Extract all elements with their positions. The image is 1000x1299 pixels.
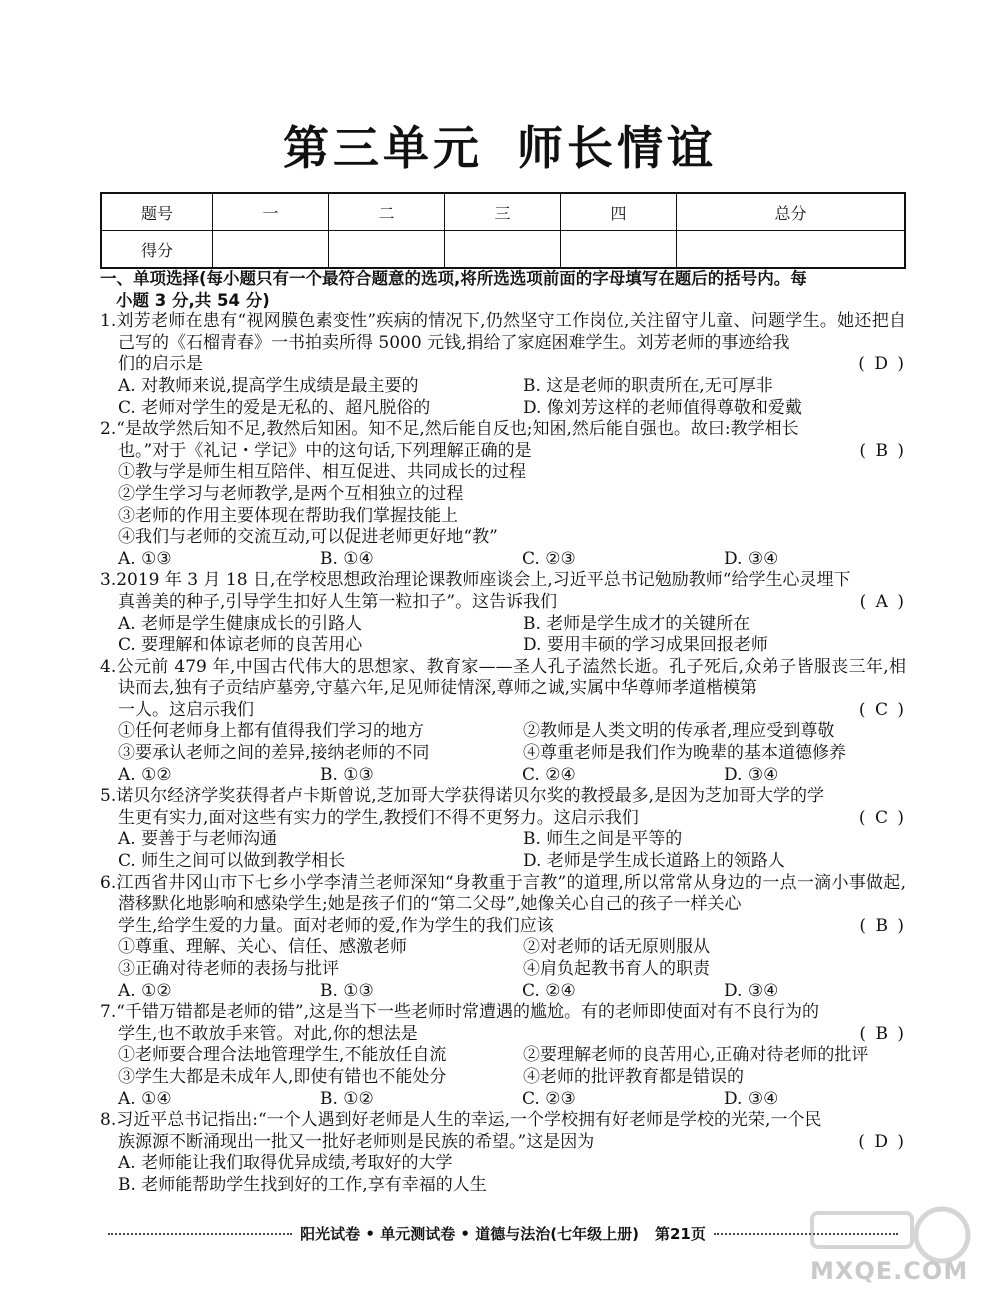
- option-b: B. ①③: [320, 764, 374, 785]
- question-7: [100, 1002, 906, 1110]
- statement-item: ④老师的批评教育都是错误的: [523, 1066, 744, 1087]
- question-stem-end: 真善美的种子,引导学生扣好人生第一粒扣子”。这告诉我们: [118, 591, 558, 612]
- option-c: C. ②③: [522, 1088, 576, 1109]
- option-b: B. 师生之间是平等的: [523, 829, 683, 850]
- option-c: C. ②④: [522, 764, 576, 785]
- option-d: D. 老师是学生成长道路上的领路人: [523, 851, 785, 872]
- watermark-logo: [792, 1195, 982, 1291]
- question-stem: 3.2019 年 3 月 18 日,在学校思想政治理论课教师座谈会上,习近平总书记勉励教师“给学生心灵埋下: [100, 570, 851, 591]
- option-c: C. 师生之间可以做到教学相长: [118, 851, 346, 872]
- score-input-cell[interactable]: [213, 231, 329, 269]
- options: [100, 614, 906, 657]
- score-cell: 二: [329, 193, 445, 231]
- option-b: B. ①②: [320, 1088, 374, 1109]
- question-5: [100, 786, 906, 872]
- score-cell: 三: [445, 193, 561, 231]
- statement-item: ②要理解老师的良苦用心,正确对待老师的批评: [523, 1045, 869, 1066]
- statement-item: ②对老师的话无原则服从: [523, 937, 710, 958]
- question-stem-end: 族源源不断涌现出一批又一批好老师则是民族的希望。”这是因为: [118, 1131, 595, 1152]
- footer-dots-left: [108, 1233, 292, 1235]
- question-stem-end: 们的启示是: [118, 354, 203, 375]
- options: [100, 376, 906, 419]
- statements: [100, 937, 906, 980]
- option-a: A. 对教师来说,提高学生成绩是最主要的: [118, 375, 419, 396]
- title-topic: 师长情谊: [517, 121, 717, 175]
- option-d: D. ③④: [724, 548, 779, 569]
- option-c: C. 要理解和体谅老师的良苦用心: [118, 635, 363, 656]
- option-a: A. ①③: [118, 548, 172, 569]
- answer-bracket: ( C ): [858, 807, 906, 828]
- question-stem: 5.诺贝尔经济学奖获得者卢卡斯曾说,芝加哥大学获得诺贝尔奖的教授最多,是因为芝加哥大学的学: [100, 786, 825, 807]
- option-a: A. 老师能让我们取得优异成绩,考取好的大学: [118, 1153, 453, 1174]
- option-d: D. 像刘芳这样的老师值得尊敬和爱戴: [523, 397, 802, 418]
- section-heading: 一、单项选择(每小题只有一个最符合题意的选项,将所选选项前面的字母填写在题后的括号内。每 小题 3 分,共 54 分): [100, 269, 807, 310]
- question-stem: 6.江西省井冈山市下七乡小学李清兰老师深知“身教重于言教”的道理,所以常常从身边的一点一滴小事做起,潜移默化地影响和感染学生;她是孩子们的“第二父母”,她像关心自己的孩子一样关心: [100, 872, 906, 915]
- answer-bracket: ( B ): [859, 915, 906, 936]
- statements: [100, 721, 906, 764]
- question-2: [100, 419, 906, 570]
- question-stem: 7.“千错万错都是老师的错”,这是当下一些老师时常遭遇的尴尬。有的老师即使面对有不良行为的: [100, 1002, 820, 1023]
- statement-item: ①教与学是师生相互陪伴、相互促进、共同成长的过程: [118, 462, 526, 483]
- option-b: B. ①④: [320, 548, 374, 569]
- question-8: [100, 1110, 906, 1196]
- score-input-cell[interactable]: [329, 231, 445, 269]
- exam-content: [100, 268, 906, 1197]
- answer-bracket: ( B ): [859, 440, 906, 461]
- score-cell: 总分: [677, 193, 906, 231]
- statement-item: ③学生大都是未成年人,即使有错也不能处分: [118, 1066, 447, 1087]
- statement-item: ③要承认老师之间的差异,接纳老师的不同: [118, 743, 430, 764]
- question-3: [100, 570, 906, 656]
- page-title: [0, 112, 1000, 178]
- page-footer: [100, 1223, 906, 1244]
- question-6: [100, 873, 906, 1003]
- options: [100, 829, 906, 872]
- question-1: [100, 311, 906, 419]
- statement-item: ②学生学习与老师教学,是两个互相独立的过程: [118, 483, 464, 504]
- option-b: B. 这是老师的职责所在,无可厚非: [523, 375, 773, 396]
- question-stem-end: 学生,也不敢放手来管。对此,你的想法是: [118, 1023, 418, 1044]
- option-a: A. ①④: [118, 1088, 172, 1109]
- question-stem: 4.公元前 479 年,中国古代伟大的思想家、教育家——圣人孔子溘然长逝。孔子死后,众弟子皆服丧三年,相诀而去,独有子贡结庐墓旁,守墓六年,足见师徒情深,尊师之诚,实属中华尊师孝道楷模第: [100, 656, 906, 699]
- statement-item: ①老师要合理合法地管理学生,不能放任自流: [118, 1045, 447, 1066]
- option-b: B. ①③: [320, 980, 374, 1001]
- page-number: 第21页: [654, 1225, 706, 1243]
- watermark-text: MXQE.COM: [810, 1257, 969, 1285]
- question-stem-end: 生更有实力,面对这些有实力的学生,教授们不得不更努力。这启示我们: [118, 807, 639, 828]
- score-table-score-row: [101, 231, 905, 269]
- statement-item: ①尊重、理解、关心、信任、感激老师: [118, 937, 407, 958]
- score-cell: 四: [561, 193, 677, 231]
- question-4: [100, 657, 906, 787]
- option-a: A. 要善于与老师沟通: [118, 829, 278, 850]
- option-b: B. 老师能帮助学生找到好的工作,享有幸福的人生: [118, 1174, 487, 1195]
- score-input-cell[interactable]: [445, 231, 561, 269]
- statement-item: ②教师是人类文明的传承者,理应受到尊敬: [523, 721, 835, 742]
- score-cell: 题号: [101, 193, 213, 231]
- option-b: B. 老师是学生成才的关键所在: [523, 613, 751, 634]
- score-row-label: 得分: [101, 231, 213, 269]
- footer-title: 阳光试卷 • 单元测试卷 • 道德与法治(七年级上册): [300, 1225, 639, 1243]
- options: [100, 1089, 906, 1111]
- question-stem-end: 一人。这启示我们: [118, 699, 254, 720]
- score-input-cell[interactable]: [677, 231, 906, 269]
- statements: [100, 1045, 906, 1088]
- statement-item: ④尊重老师是我们作为晚辈的基本道德修养: [523, 743, 846, 764]
- option-d: D. ③④: [724, 980, 779, 1001]
- statement-item: ③老师的作用主要体现在帮助我们掌握技能上: [118, 505, 458, 526]
- score-input-cell[interactable]: [561, 231, 677, 269]
- option-d: D. ③④: [724, 764, 779, 785]
- statement-item: ④我们与老师的交流互动,可以促进老师更好地“教”: [118, 527, 498, 548]
- statement-item: ③正确对待老师的表扬与批评: [118, 959, 339, 979]
- answer-bracket: ( D ): [858, 1131, 906, 1152]
- options: [100, 549, 906, 571]
- option-a: A. 老师是学生健康成长的引路人: [118, 613, 363, 634]
- answer-bracket: ( B ): [859, 1023, 906, 1044]
- title-unit: 第三单元: [283, 121, 483, 175]
- question-stem: 1.刘芳老师在患有“视网膜色素变性”疾病的情况下,仍然坚守工作岗位,关注留守儿童、问题学生。她还把自己写的《石榴青春》一书拍卖所得 5000 元钱,捐给了家庭困难学生。刘芳老师的事迹给我: [100, 311, 906, 353]
- question-stem-end: 学生,给学生爱的力量。面对老师的爱,作为学生的我们应该: [118, 915, 554, 936]
- answer-bracket: ( C ): [858, 699, 906, 720]
- option-d: D. 要用丰硕的学习成果回报老师: [523, 635, 768, 656]
- answer-bracket: ( A ): [859, 591, 906, 612]
- question-stem: 2.“是故学然后知不足,教然后知困。知不足,然后能自反也;知困,然后能自强也。故曰:教学相长: [100, 419, 799, 440]
- score-table: [100, 192, 906, 269]
- option-d: D. ③④: [724, 1088, 779, 1109]
- options: [100, 981, 906, 1003]
- options: [100, 765, 906, 787]
- option-c: C. ②③: [522, 548, 576, 569]
- answer-bracket: ( D ): [858, 354, 906, 375]
- option-a: A. ①②: [118, 764, 172, 785]
- option-a: A. ①②: [118, 980, 172, 1001]
- question-stem-end: 也。”对于《礼记・学记》中的这句话,下列理解正确的是: [118, 440, 532, 461]
- statement-item: ①任何老师身上都有值得我们学习的地方: [118, 721, 424, 742]
- statement-item: ④肩负起教书育人的职责: [523, 959, 710, 979]
- score-cell: 一: [213, 193, 329, 231]
- option-c: C. ②④: [522, 980, 576, 1001]
- option-c: C. 老师对学生的爱是无私的、超凡脱俗的: [118, 397, 431, 418]
- score-table-header-row: [101, 193, 905, 231]
- question-stem: 8.习近平总书记指出:“一个人遇到好老师是人生的幸运,一个学校拥有好老师是学校的光荣,一个民: [100, 1110, 822, 1131]
